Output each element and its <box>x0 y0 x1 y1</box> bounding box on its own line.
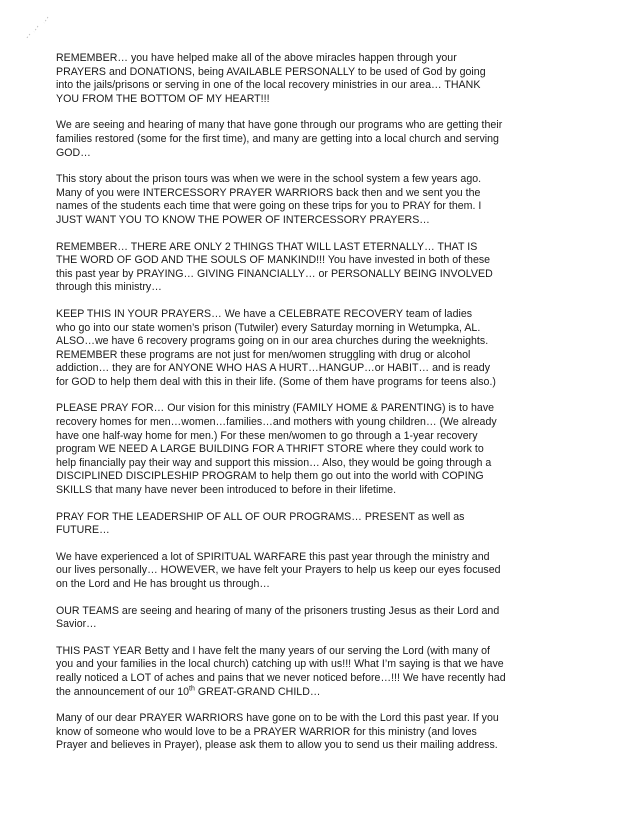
paragraph-lasting-things: REMEMBER… THERE ARE ONLY 2 THINGS THAT WILL LAST ETERNALLY… THAT IS THE WORD OF GOD AND THE SOULS OF MANKIND!!! You have invested in both of these this past year by PRAYING… GIVING FINANCIALLY… or PERSONALLY BEING INVOLVED through this ministry… <box>56 240 493 294</box>
paragraph-remember-thanks: REMEMBER… you have helped make all of the above miracles happen through your PRAYERS and DONATIONS, being AVAILABLE PERSONALLY to be used of God by going into the jails/prisons or serving in one of the local recovery ministries in our area… THANK YOU FROM THE BOTTOM OF MY HEART!!! <box>56 52 486 105</box>
paragraph-spiritual-warfare: We have experienced a lot of SPIRITUAL WARFARE this past year through the ministry and our lives personally… HOWEVER, we have felt your Prayers to help us keep our eyes focused on the Lord and He has brought us through… <box>56 550 501 590</box>
paragraph-family-home-vision: PLEASE PRAY FOR… Our vision for this ministry (FAMILY HOME & PARENTING) is to have recovery homes for men…women…families…and mothers with young children… (We already have one half-way home for men.) For these men/women to go through a 1-year recovery program WE NEED A LARGE BUILDING FOR A THRIFT STORE where they could work to help financially pay their way and support this mission… Also, they would be going through a DISCIPLINED DISCIPLESHIP PROGRAM to help them go out into the world with COPING SKILLS that many have never been introduced to before in their lifetime. <box>56 402 497 497</box>
paragraph-prison-tours: This story about the prison tours was when we were in the school system a few years ago. Many of you were INTERCESSORY PRAYER WARRIORS back then and we sent you the names of the students each time that were going on these trips for you to PRAY for them. I JUST WANT YOU TO KNOW THE POWER OF INTERCESSORY PRAYERS… <box>56 173 482 226</box>
great-grandchild-ordinal-suffix: th <box>189 685 195 693</box>
paragraph-celebrate-recovery: KEEP THIS IN YOUR PRAYERS… We have a CELEBRATE RECOVERY team of ladies who go into our state women’s prison (Tutwiler) every Saturday morning in Wetumpka, AL. ALSO…we have 6 recovery programs going on in our area churches during the weeknights. REMEMBER these programs are not just for men/women struggling with drug or alcohol addiction… they are for ANYONE WHO HAS A HURT…HANGUP…or HABIT… and is ready for GOD to help them deal with this in their life. (Some of them have programs for teens also.) <box>56 307 496 388</box>
paragraph-teams: OUR TEAMS are seeing and hearing of many of the prisoners trusting Jesus as their Lord and Savior… <box>56 604 500 631</box>
paragraph-great-grandchild <box>56 645 604 699</box>
letter-body <box>56 52 604 753</box>
scan-artifact-mark <box>18 14 52 44</box>
paragraph-prayer-warriors: Many of our dear PRAYER WARRIORS have gone on to be with the Lord this past year. If you know of someone who would love to be a PRAYER WARRIOR for this ministry (and loves Prayer and believes in Prayer), please ask them to allow you to send us their mailing address. <box>56 712 499 752</box>
paragraph-families-restored: We are seeing and hearing of many that have gone through our programs who are getting their families restored (some for the first time), and many are getting into a local church and serving GOD… <box>56 119 503 159</box>
great-grandchild-text-before: THIS PAST YEAR Betty and I have felt the many years of our serving the Lord (with many of you and your families in the local church) catching up with us!!! What I’m saying is that we have really noticed a LOT of aches and pains that we never noticed before…!!! We have recently had the announcement of our 10 <box>56 644 506 698</box>
paragraph-pray-leadership: PRAY FOR THE LEADERSHIP OF ALL OF OUR PROGRAMS… PRESENT as well as FUTURE… <box>56 510 465 537</box>
great-grandchild-text-after: GREAT-GRAND CHILD… <box>194 685 321 698</box>
